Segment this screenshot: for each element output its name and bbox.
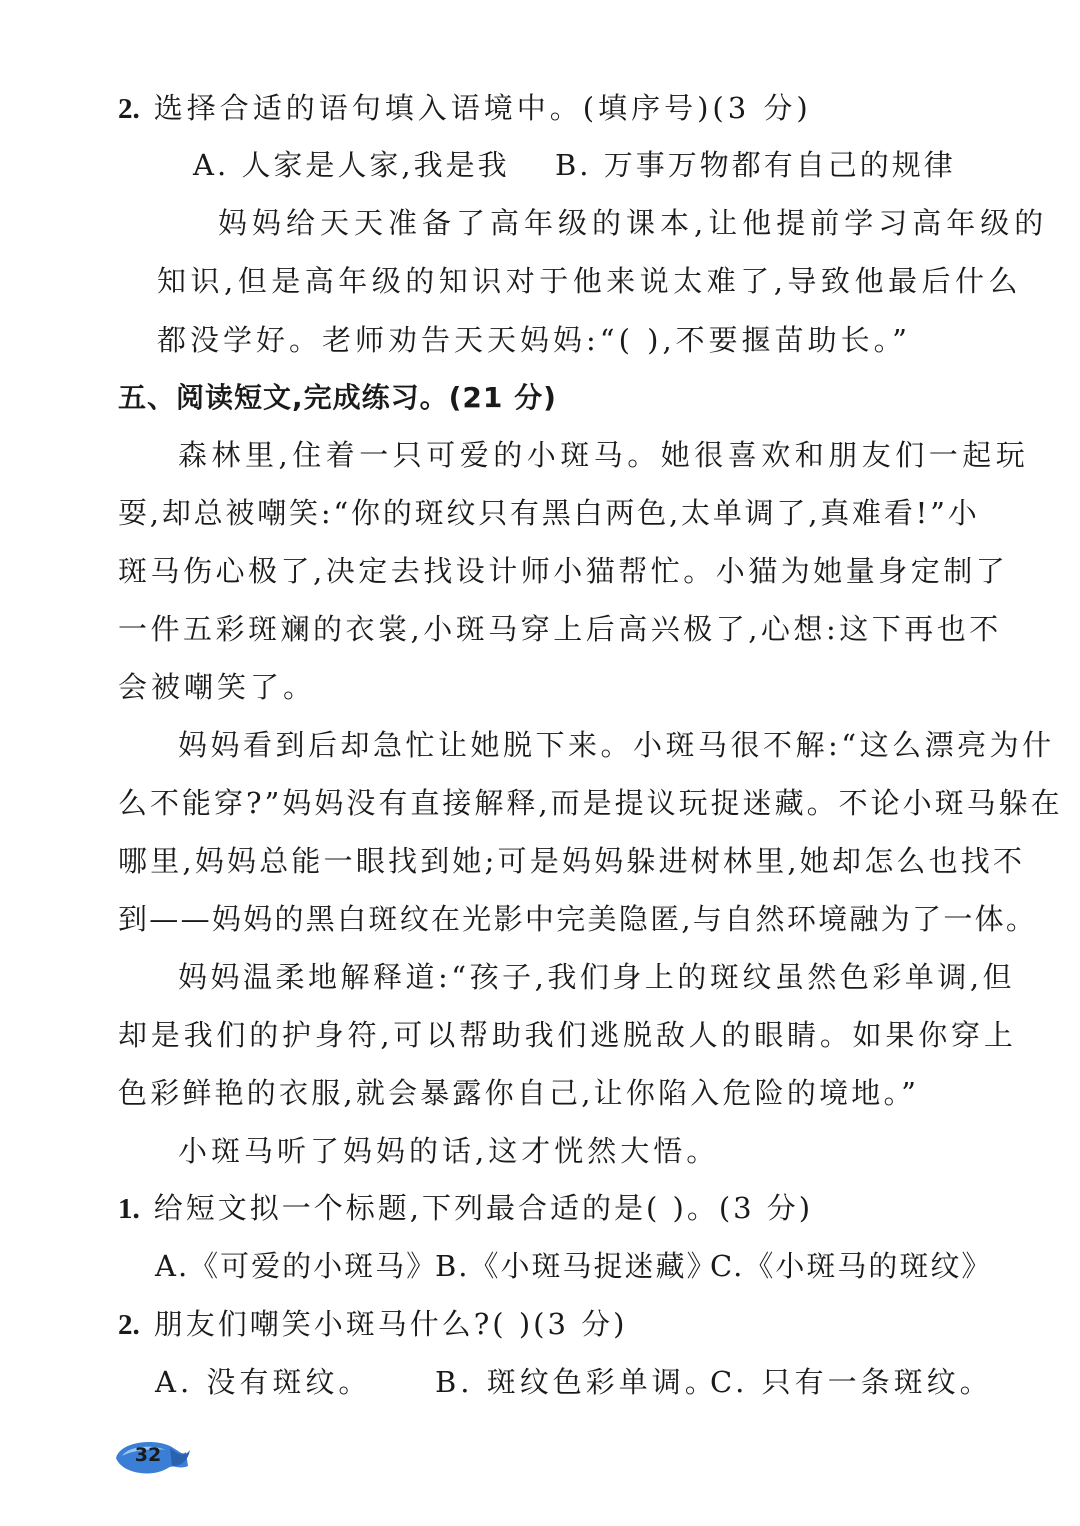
passage-line: 却是我们的护身符,可以帮助我们逃脱敌人的眼睛。如果你穿上 [118, 1018, 1017, 1052]
question-number: 2. [118, 1309, 140, 1341]
passage-line: 么不能穿?”妈妈没有直接解释,而是提议玩捉迷藏。不论小斑马躲在 [118, 786, 1063, 820]
question-number: 1. [118, 1193, 140, 1225]
option-a: A.《可爱的小斑马》 [155, 1249, 438, 1283]
passage-line: 斑马伤心极了,决定去找设计师小猫帮忙。小猫为她量身定制了 [118, 554, 1009, 588]
page-number: 32 [134, 1444, 162, 1466]
section-title: 五、阅读短文,完成练习。(21 分) [118, 381, 557, 414]
question-prompt: 给短文拟一个标题,下列最合适的是( )。(3 分) [153, 1191, 814, 1225]
option-b: B. 万事万物都有自己的规律 [555, 148, 956, 182]
passage-line: 森林里,住着一只可爱的小斑马。她很喜欢和朋友们一起玩 [178, 438, 1030, 472]
passage-line: 一件五彩斑斓的衣裳,小斑马穿上后高兴极了,心想:这下再也不 [118, 612, 1002, 646]
passage-line: 妈妈温柔地解释道:“孩子,我们身上的斑纹虽然色彩单调,但 [178, 960, 1016, 994]
passage-line: 小斑马听了妈妈的话,这才恍然大悟。 [178, 1134, 720, 1168]
passage-line: 妈妈看到后却急忙让她脱下来。小斑马很不解:“这么漂亮为什 [178, 728, 1055, 762]
option-a: A. 没有斑纹。 [155, 1365, 372, 1399]
question-number: 2. [118, 93, 140, 125]
context-line: 妈妈给天天准备了高年级的课本,让他提前学习高年级的 [218, 206, 1049, 240]
question-prompt: 选择合适的语句填入语境中。(填序号)(3 分) [153, 91, 812, 125]
context-line: 都没学好。老师劝告天天妈妈:“( ),不要揠苗助长。” [157, 323, 911, 357]
passage-line: 到——妈妈的黑白斑纹在光影中完美隐匿,与自然环境融为了一体。 [118, 902, 1038, 936]
option-b: B. 斑纹色彩单调。 [435, 1365, 718, 1399]
question-2-top [118, 88, 812, 129]
question-prompt: 朋友们嘲笑小斑马什么?( )(3 分) [153, 1307, 628, 1341]
option-b: B.《小斑马捉迷藏》 [435, 1249, 718, 1283]
option-c: C.《小斑马的斑纹》 [710, 1249, 993, 1283]
passage-line: 耍,却总被嘲笑:“你的斑纹只有黑白两色,太单调了,真难看!”小 [118, 496, 980, 530]
option-c: C. 只有一条斑纹。 [710, 1365, 993, 1399]
passage-line: 会被嘲笑了。 [118, 670, 317, 704]
option-a: A. 人家是人家,我是我 [193, 148, 510, 182]
context-line: 知识,但是高年级的知识对于他来说太难了,导致他最后什么 [157, 264, 1022, 298]
question-2 [118, 1304, 627, 1345]
passage-line: 色彩鲜艳的衣服,就会暴露你自己,让你陷入危险的境地。” [118, 1076, 920, 1110]
passage-line: 哪里,妈妈总能一眼找到她;可是妈妈躲进树林里,她却怎么也找不 [118, 844, 1026, 878]
question-1 [118, 1188, 813, 1229]
